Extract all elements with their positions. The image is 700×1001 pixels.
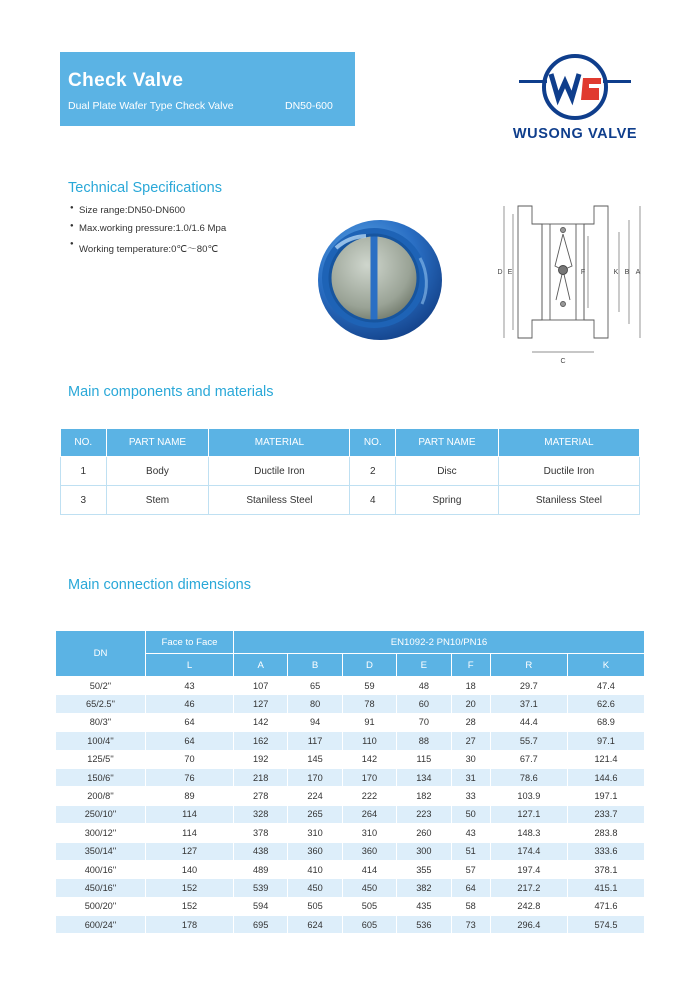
- cell: 378: [234, 824, 288, 842]
- cell: 125/5'': [56, 750, 146, 768]
- cell: 192: [234, 750, 288, 768]
- technical-spec-list: [70, 205, 330, 262]
- cell: 152: [146, 897, 234, 915]
- cell: 170: [288, 768, 342, 786]
- cell: 31: [451, 768, 490, 786]
- cell: 115: [397, 750, 451, 768]
- table-row: [56, 916, 645, 934]
- col-L: L: [146, 654, 234, 677]
- cell: 145: [288, 750, 342, 768]
- cell: 65: [288, 677, 342, 695]
- cell: 310: [288, 824, 342, 842]
- cell: Spring: [396, 486, 499, 515]
- table-row: [56, 897, 645, 915]
- cell: 223: [397, 805, 451, 823]
- cell: 43: [146, 677, 234, 695]
- cell: 55.7: [490, 732, 567, 750]
- cell: 43: [451, 824, 490, 842]
- cell: 78: [342, 695, 396, 713]
- col-A: A: [234, 654, 288, 677]
- cell: 18: [451, 677, 490, 695]
- cell: 382: [397, 879, 451, 897]
- cell: 283.8: [567, 824, 644, 842]
- cell: 59: [342, 677, 396, 695]
- table-row: [56, 750, 645, 768]
- cell: 264: [342, 805, 396, 823]
- cell: 233.7: [567, 805, 644, 823]
- cell: 355: [397, 860, 451, 878]
- cell: 57: [451, 860, 490, 878]
- table-row: [56, 860, 645, 878]
- cell: Stem: [106, 486, 209, 515]
- list-item: ● Working temperature:0℃～80℃: [70, 241, 330, 255]
- cell: Ductile Iron: [209, 457, 350, 486]
- cell: Ductile Iron: [498, 457, 639, 486]
- cell: 500/20'': [56, 897, 146, 915]
- dimensions-table: [55, 630, 645, 934]
- cell: 64: [146, 732, 234, 750]
- cell: 536: [397, 916, 451, 934]
- cell: 65/2.5'': [56, 695, 146, 713]
- cell: 20: [451, 695, 490, 713]
- table-row: [56, 787, 645, 805]
- dn-range-label: DN50-600: [285, 100, 333, 112]
- cell: 450: [342, 879, 396, 897]
- table-header-row-group: [56, 631, 645, 654]
- cell: 2: [350, 457, 396, 486]
- col-material-2: MATERIAL: [498, 429, 639, 457]
- section-heading-dimensions: Main connection dimensions: [68, 577, 251, 593]
- components-table: [60, 428, 640, 515]
- cell: 415.1: [567, 879, 644, 897]
- cell: 64: [146, 713, 234, 731]
- cell: 162: [234, 732, 288, 750]
- cell: 400/16'': [56, 860, 146, 878]
- cell: 505: [342, 897, 396, 915]
- cell: 107: [234, 677, 288, 695]
- cell: 114: [146, 805, 234, 823]
- cell: 29.7: [490, 677, 567, 695]
- cell: 68.9: [567, 713, 644, 731]
- col-no-1: NO.: [61, 429, 107, 457]
- dimension-label-C: C: [560, 358, 566, 365]
- cell: 140: [146, 860, 234, 878]
- cell: 438: [234, 842, 288, 860]
- cell: 594: [234, 897, 288, 915]
- section-heading-components: Main components and materials: [68, 384, 274, 400]
- cell: 76: [146, 768, 234, 786]
- cell: 70: [397, 713, 451, 731]
- cell: 89: [146, 787, 234, 805]
- cell: 574.5: [567, 916, 644, 934]
- cell: 471.6: [567, 897, 644, 915]
- cell: 80: [288, 695, 342, 713]
- cell: 64: [451, 879, 490, 897]
- cell: 37.1: [490, 695, 567, 713]
- brand-name: WUSONG VALVE: [512, 126, 638, 142]
- list-item: ● Max.working pressure:1.0/1.6 Mpa: [70, 223, 330, 234]
- cell: 378.1: [567, 860, 644, 878]
- dimension-label-D: D: [497, 269, 503, 276]
- cell: 78.6: [490, 768, 567, 786]
- cell: 3: [61, 486, 107, 515]
- col-B: B: [288, 654, 342, 677]
- cell: 117: [288, 732, 342, 750]
- col-R: R: [490, 654, 567, 677]
- cell: 695: [234, 916, 288, 934]
- cell: 265: [288, 805, 342, 823]
- cell: 94: [288, 713, 342, 731]
- cell: 142: [342, 750, 396, 768]
- cell: 310: [342, 824, 396, 842]
- col-group-face: Face to Face: [146, 631, 234, 654]
- dimension-label-F: F: [580, 269, 586, 276]
- cell: 333.6: [567, 842, 644, 860]
- col-material-1: MATERIAL: [209, 429, 350, 457]
- cell: 114: [146, 824, 234, 842]
- cell: 197.1: [567, 787, 644, 805]
- cell: 217.2: [490, 879, 567, 897]
- blue-check-valve-photo: [300, 200, 455, 355]
- cell: 127: [146, 842, 234, 860]
- table-row: [56, 768, 645, 786]
- cell: 182: [397, 787, 451, 805]
- cell: 435: [397, 897, 451, 915]
- cell: 103.9: [490, 787, 567, 805]
- table-row: [61, 457, 640, 486]
- cell: 134: [397, 768, 451, 786]
- cell: 48: [397, 677, 451, 695]
- page-subtitle: Dual Plate Wafer Type Check Valve: [68, 100, 234, 112]
- cell: Staniless Steel: [498, 486, 639, 515]
- cell: 278: [234, 787, 288, 805]
- col-F: F: [451, 654, 490, 677]
- page-title: Check Valve: [68, 70, 184, 91]
- cell: 73: [451, 916, 490, 934]
- dimension-label-A: A: [635, 269, 641, 276]
- table-row: [56, 805, 645, 823]
- cell: 80/3'': [56, 713, 146, 731]
- cell: 197.4: [490, 860, 567, 878]
- cell: 150/6'': [56, 768, 146, 786]
- cell: 360: [288, 842, 342, 860]
- cell: Staniless Steel: [209, 486, 350, 515]
- valve-section-drawing: [480, 170, 670, 375]
- table-row: [61, 486, 640, 515]
- cell: 70: [146, 750, 234, 768]
- cell: 33: [451, 787, 490, 805]
- table-row: [56, 677, 645, 695]
- cell: 148.3: [490, 824, 567, 842]
- cell: 200/8'': [56, 787, 146, 805]
- table-row: [56, 695, 645, 713]
- dimension-label-K: K: [613, 269, 619, 276]
- cell: 60: [397, 695, 451, 713]
- cell: 142: [234, 713, 288, 731]
- cell: 539: [234, 879, 288, 897]
- dimension-label-B: B: [624, 269, 630, 276]
- col-E: E: [397, 654, 451, 677]
- cell: 224: [288, 787, 342, 805]
- cell: 127: [234, 695, 288, 713]
- list-item: ● Size range:DN50-DN600: [70, 205, 330, 216]
- cell: 67.7: [490, 750, 567, 768]
- cell: 300/12'': [56, 824, 146, 842]
- cell: 450: [288, 879, 342, 897]
- cell: 170: [342, 768, 396, 786]
- table-row: [56, 879, 645, 897]
- cell: 44.4: [490, 713, 567, 731]
- cell: 47.4: [567, 677, 644, 695]
- cell: 350/14'': [56, 842, 146, 860]
- cell: 296.4: [490, 916, 567, 934]
- cell: 410: [288, 860, 342, 878]
- cell: 218: [234, 768, 288, 786]
- cell: 50/2'': [56, 677, 146, 695]
- cell: 91: [342, 713, 396, 731]
- cell: 97.1: [567, 732, 644, 750]
- cell: 100/4'': [56, 732, 146, 750]
- cell: 360: [342, 842, 396, 860]
- cell: 121.4: [567, 750, 644, 768]
- cell: 58: [451, 897, 490, 915]
- table-row: [56, 732, 645, 750]
- cell: 50: [451, 805, 490, 823]
- cell: 51: [451, 842, 490, 860]
- cell: 250/10'': [56, 805, 146, 823]
- cell: 489: [234, 860, 288, 878]
- table-row: [56, 713, 645, 731]
- cell: 600/24'': [56, 916, 146, 934]
- wusong-w-logo-icon: [515, 50, 635, 120]
- cell: 30: [451, 750, 490, 768]
- col-no-2: NO.: [350, 429, 396, 457]
- col-group-en: EN1092-2 PN10/PN16: [234, 631, 645, 654]
- dimension-label-E: E: [507, 269, 513, 276]
- col-partname-2: PART NAME: [396, 429, 499, 457]
- col-partname-1: PART NAME: [106, 429, 209, 457]
- table-row: [56, 842, 645, 860]
- cell: 605: [342, 916, 396, 934]
- cell: 1: [61, 457, 107, 486]
- col-K: K: [567, 654, 644, 677]
- cell: 260: [397, 824, 451, 842]
- cell: 110: [342, 732, 396, 750]
- cell: 46: [146, 695, 234, 713]
- section-heading-technical: Technical Specifications: [68, 180, 222, 196]
- cell: 624: [288, 916, 342, 934]
- cell: 127.1: [490, 805, 567, 823]
- cell: 144.6: [567, 768, 644, 786]
- table-header-row: [61, 429, 640, 457]
- cell: 222: [342, 787, 396, 805]
- cell: 450/16'': [56, 879, 146, 897]
- cell: 152: [146, 879, 234, 897]
- cell: 27: [451, 732, 490, 750]
- cell: 328: [234, 805, 288, 823]
- col-dn: DN: [56, 631, 146, 677]
- cell: Disc: [396, 457, 499, 486]
- cell: 505: [288, 897, 342, 915]
- cell: 28: [451, 713, 490, 731]
- cell: Body: [106, 457, 209, 486]
- cell: 242.8: [490, 897, 567, 915]
- table-row: [56, 824, 645, 842]
- cell: 178: [146, 916, 234, 934]
- cell: 174.4: [490, 842, 567, 860]
- col-D: D: [342, 654, 396, 677]
- cell: 62.6: [567, 695, 644, 713]
- cell: 300: [397, 842, 451, 860]
- cell: 4: [350, 486, 396, 515]
- brand-logo: [480, 50, 670, 160]
- cell: 88: [397, 732, 451, 750]
- cell: 414: [342, 860, 396, 878]
